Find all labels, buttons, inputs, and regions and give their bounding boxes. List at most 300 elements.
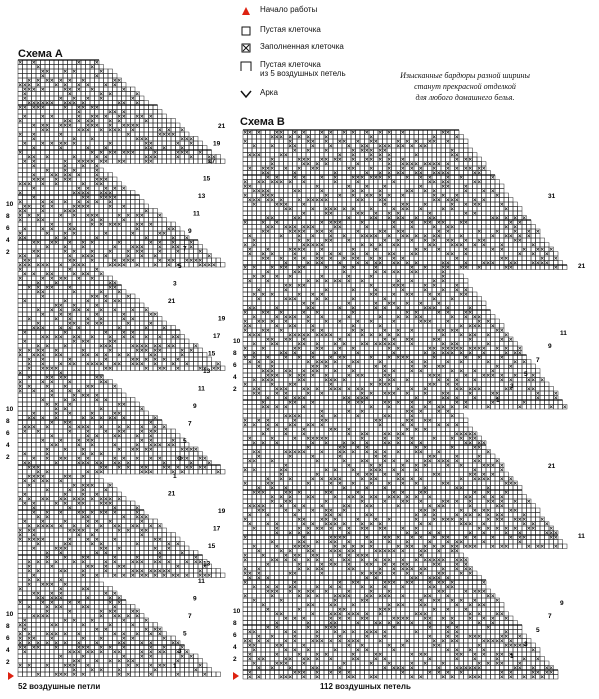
schema-a-cell [144, 411, 149, 416]
schema-a-cell [126, 87, 131, 92]
schema-a-cell [86, 110, 91, 115]
schema-a-cell [117, 312, 122, 317]
schema-a-cell [86, 164, 91, 169]
schema-a-cell [207, 465, 212, 470]
schema-a-filled-mark [186, 151, 189, 154]
schema-a-cell [32, 231, 37, 236]
schema-a-cell [131, 542, 136, 547]
schema-a-filled-mark [118, 498, 121, 501]
schema-a-cell [18, 110, 23, 115]
schema-a-cell [86, 407, 91, 412]
schema-a-filled-mark [73, 273, 76, 276]
schema-a-cell [176, 546, 181, 551]
schema-a-cell [86, 443, 91, 448]
schema-a-filled-mark [204, 264, 207, 267]
schema-a-cell [158, 353, 163, 358]
schema-a-cell [23, 150, 28, 155]
schema-a-cell [180, 564, 185, 569]
schema-a-cell [122, 236, 127, 241]
schema-a-cell [90, 285, 95, 290]
schema-a-filled-mark [69, 241, 72, 244]
schema-a-cell [81, 155, 86, 160]
schema-a-cell [162, 537, 167, 542]
schema-a-cell [18, 506, 23, 511]
schema-a-filled-mark [64, 88, 67, 91]
schema-a-cell [32, 551, 37, 556]
schema-a-filled-mark [100, 309, 103, 312]
schema-a-cell [99, 384, 104, 389]
schema-a-cell [117, 231, 122, 236]
schema-a-cell [72, 434, 77, 439]
schema-a-filled-mark [60, 606, 63, 609]
schema-a-cell [131, 420, 136, 425]
schema-a-filled-mark [69, 412, 72, 415]
schema-a-filled-mark [64, 102, 67, 105]
schema-a-filled-mark [69, 390, 72, 393]
schema-a-cell [77, 272, 82, 277]
schema-a-filled-mark [33, 592, 36, 595]
schema-a-cell [36, 456, 41, 461]
schema-a-filled-mark [64, 399, 67, 402]
schema-a-cell [162, 452, 167, 457]
schema-a-cell [144, 254, 149, 259]
schema-a-filled-mark [42, 210, 45, 213]
schema-a-cell [45, 119, 50, 124]
schema-a-cell [153, 227, 158, 232]
schema-a-filled-mark [64, 174, 67, 177]
schema-a-cell [45, 267, 50, 272]
schema-a-filled-mark [141, 574, 144, 577]
schema-a-cell [153, 524, 158, 529]
schema-a-cell [180, 141, 185, 146]
schema-a-filled-mark [132, 358, 135, 361]
schema-a-cell [108, 294, 113, 299]
schema-a-cell [77, 366, 82, 371]
schema-a-cell [95, 339, 100, 344]
schema-a-cell [68, 236, 73, 241]
schema-a-cell [126, 551, 131, 556]
schema-a-cell [162, 353, 167, 358]
schema-a-cell [90, 204, 95, 209]
schema-a-cell [144, 533, 149, 538]
schema-a-cell [117, 335, 122, 340]
schema-a-cell [77, 555, 82, 560]
schema-a-cell [72, 474, 77, 479]
schema-a-cell [108, 231, 113, 236]
schema-a-cell [18, 596, 23, 601]
schema-a-cell [59, 609, 64, 614]
schema-a-filled-mark [136, 223, 139, 226]
schema-a-cell [81, 438, 86, 443]
schema-a-filled-mark [150, 223, 153, 226]
schema-a-filled-mark [145, 120, 148, 123]
schema-a-cell [27, 105, 32, 110]
schema-a-filled-mark [141, 426, 144, 429]
schema-a-cell [50, 231, 55, 236]
schema-a-cell [23, 600, 28, 605]
schema-a-cell [23, 609, 28, 614]
schema-a-cell [104, 209, 109, 214]
schema-a-filled-mark [118, 120, 121, 123]
schema-a-filled-mark [55, 318, 58, 321]
schema-a-cell [126, 191, 131, 196]
schema-a-cell [135, 546, 140, 551]
schema-a-cell [50, 501, 55, 506]
schema-a-cell [54, 569, 59, 574]
schema-a-cell [108, 132, 113, 137]
schema-a-cell [122, 348, 127, 353]
schema-a-cell [126, 195, 131, 200]
schema-a-filled-mark [96, 214, 99, 217]
schema-a-cell [176, 339, 181, 344]
schema-a-cell [27, 222, 32, 227]
schema-a-cell [171, 456, 176, 461]
schema-a-cell [104, 515, 109, 520]
schema-a-cell [185, 452, 190, 457]
schema-a-filled-mark [177, 565, 180, 568]
schema-a-cell [131, 407, 136, 412]
schema-a-cell [99, 506, 104, 511]
schema-a-cell [126, 524, 131, 529]
schema-a-cell [77, 249, 82, 254]
schema-a-cell [99, 227, 104, 232]
schema-a-cell [81, 173, 86, 178]
schema-a-filled-mark [78, 88, 81, 91]
schema-a-cell [59, 204, 64, 209]
schema-a-cell [171, 429, 176, 434]
schema-a-cell [41, 317, 46, 322]
schema-a-cell [122, 452, 127, 457]
schema-a-cell [50, 429, 55, 434]
schema-a-cell [59, 74, 64, 79]
schema-a-filled-mark [82, 448, 85, 451]
schema-a-cell [50, 83, 55, 88]
schema-a-cell [122, 227, 127, 232]
schema-a-cell [23, 402, 28, 407]
schema-a-cell [77, 474, 82, 479]
schema-a-cell [167, 452, 172, 457]
schema-a-filled-mark [42, 124, 45, 127]
schema-a-cell [68, 330, 73, 335]
schema-a-cell [149, 150, 154, 155]
schema-a-cell [36, 204, 41, 209]
schema-a-cell [122, 398, 127, 403]
schema-a-filled-mark [19, 372, 22, 375]
schema-a-cell [59, 105, 64, 110]
schema-a-filled-mark [60, 592, 63, 595]
schema-a-cell [36, 564, 41, 569]
schema-a-filled-mark [141, 223, 144, 226]
schema-a-cell [176, 443, 181, 448]
schema-a-filled-mark [82, 241, 85, 244]
schema-a-filled-mark [87, 84, 90, 87]
schema-a-cell [59, 258, 64, 263]
schema-a-cell [45, 326, 50, 331]
schema-a-filled-mark [91, 565, 94, 568]
schema-a-filled-mark [96, 178, 99, 181]
schema-a-filled-mark [118, 601, 121, 604]
schema-a-cell [36, 501, 41, 506]
schema-a-cell [59, 321, 64, 326]
schema-a-cell [23, 308, 28, 313]
schema-a-cell [167, 555, 172, 560]
schema-a-cell [54, 245, 59, 250]
schema-a-cell [63, 510, 68, 515]
schema-a-filled-mark [82, 588, 85, 591]
schema-a-cell [108, 393, 113, 398]
schema-a-filled-mark [82, 484, 85, 487]
schema-a-filled-mark [177, 574, 180, 577]
schema-a-filled-mark [114, 610, 117, 613]
schema-a-cell [90, 96, 95, 101]
schema-a-filled-mark [28, 156, 31, 159]
schema-a-cell [144, 560, 149, 565]
schema-a-cell [41, 573, 46, 578]
schema-a-cell [50, 330, 55, 335]
schema-a-cell [63, 335, 68, 340]
schema-a-filled-mark [87, 363, 90, 366]
schema-a-cell [189, 470, 194, 475]
schema-a-cell [23, 407, 28, 412]
schema-a-filled-mark [154, 426, 157, 429]
schema-a-filled-mark [69, 223, 72, 226]
schema-a-cell [63, 132, 68, 137]
schema-a-cell [122, 393, 127, 398]
schema-a-cell [68, 276, 73, 281]
schema-a-cell [32, 78, 37, 83]
schema-a-cell [203, 357, 208, 362]
schema-a-filled-mark [177, 336, 180, 339]
schema-a-cell [23, 321, 28, 326]
schema-a-cell [117, 398, 122, 403]
schema-a-cell [41, 425, 46, 430]
schema-a-cell [77, 546, 82, 551]
schema-a-cell [86, 182, 91, 187]
schema-a-cell [149, 249, 154, 254]
schema-a-cell [162, 555, 167, 560]
schema-a-cell [41, 447, 46, 452]
schema-a-cell [18, 177, 23, 182]
schema-a-cell [36, 384, 41, 389]
schema-a-cell [90, 128, 95, 133]
schema-a-cell [176, 447, 181, 452]
schema-a-filled-mark [28, 79, 31, 82]
schema-a-cell [135, 209, 140, 214]
schema-a-cell [45, 150, 50, 155]
schema-a-cell [27, 456, 32, 461]
schema-a-filled-mark [33, 133, 36, 136]
schema-a-filled-mark [46, 552, 49, 555]
schema-a-cell [162, 222, 167, 227]
schema-a-cell [54, 150, 59, 155]
schema-a-cell [18, 591, 23, 596]
schema-a-cell [27, 452, 32, 457]
schema-a-cell [54, 141, 59, 146]
schema-a-cell [81, 69, 86, 74]
schema-a-cell [167, 159, 172, 164]
schema-a-cell [167, 150, 172, 155]
schema-a-cell [194, 470, 199, 475]
schema-a-filled-mark [159, 556, 162, 559]
schema-a-filled-mark [87, 318, 90, 321]
schema-a-cell [63, 366, 68, 371]
schema-a-cell [23, 470, 28, 475]
schema-a-cell [108, 114, 113, 119]
schema-a-cell [113, 146, 118, 151]
schema-a-cell [50, 128, 55, 133]
schema-a-cell [104, 506, 109, 511]
schema-a-filled-mark [42, 142, 45, 145]
schema-a-cell [41, 461, 46, 466]
schema-a-filled-mark [78, 457, 81, 460]
schema-a-cell [54, 470, 59, 475]
schema-a-cell [72, 128, 77, 133]
schema-a-cell [63, 596, 68, 601]
schema-a-filled-mark [73, 97, 76, 100]
schema-a-cell [68, 497, 73, 502]
schema-a-cell [149, 528, 154, 533]
schema-a-cell [23, 582, 28, 587]
schema-a-cell [198, 155, 203, 160]
schema-a-cell [117, 146, 122, 151]
schema-a-cell [45, 195, 50, 200]
schema-a-filled-mark [87, 192, 90, 195]
schema-a-cell [27, 339, 32, 344]
schema-a-cell [45, 204, 50, 209]
schema-a-filled-mark [91, 124, 94, 127]
schema-a-cell [153, 240, 158, 245]
schema-a-filled-mark [145, 138, 148, 141]
schema-a-filled-mark [37, 214, 40, 217]
schema-a-cell [117, 96, 122, 101]
schema-a-cell [27, 114, 32, 119]
schema-a-cell [23, 177, 28, 182]
schema-a-cell [86, 114, 91, 119]
schema-a-cell [18, 330, 23, 335]
schema-a-cell [50, 258, 55, 263]
schema-a-filled-mark [91, 543, 94, 546]
schema-a-filled-mark [37, 282, 40, 285]
schema-a-filled-mark [64, 570, 67, 573]
schema-a-cell [189, 573, 194, 578]
schema-a-filled-mark [168, 570, 171, 573]
schema-a-cell [113, 159, 118, 164]
schema-a-cell [144, 263, 149, 268]
schema-a-cell [54, 587, 59, 592]
schema-a-cell [18, 164, 23, 169]
schema-a-cell [18, 357, 23, 362]
schema-a-cell [81, 537, 86, 542]
schema-a-cell [176, 132, 181, 137]
schema-a-cell [113, 123, 118, 128]
schema-a-filled-mark [150, 439, 153, 442]
schema-a-cell [122, 600, 127, 605]
schema-a-cell [189, 452, 194, 457]
schema-a-cell [135, 299, 140, 304]
schema-a-cell [41, 492, 46, 497]
schema-a-filled-mark [190, 241, 193, 244]
schema-a-filled-mark [42, 295, 45, 298]
schema-a-filled-mark [33, 106, 36, 109]
schema-a-cell [113, 420, 118, 425]
schema-a-cell [72, 384, 77, 389]
schema-a-filled-mark [96, 462, 99, 465]
schema-a-cell [99, 209, 104, 214]
schema-a-filled-mark [73, 525, 76, 528]
schema-a-cell [81, 168, 86, 173]
schema-a-cell [122, 560, 127, 565]
schema-a-cell [54, 447, 59, 452]
schema-a-cell [72, 78, 77, 83]
schema-a-filled-mark [136, 264, 139, 267]
schema-a-cell [18, 582, 23, 587]
schema-a-cell [90, 470, 95, 475]
schema-a-cell [95, 510, 100, 515]
schema-a-cell [90, 578, 95, 583]
schema-a-filled-mark [91, 106, 94, 109]
schema-a-cell [32, 596, 37, 601]
schema-a-cell [59, 281, 64, 286]
schema-a-cell [198, 555, 203, 560]
schema-a-cell [153, 542, 158, 547]
schema-a-cell [45, 132, 50, 137]
schema-a-cell [117, 294, 122, 299]
schema-a-filled-mark [87, 588, 90, 591]
schema-a-cell [27, 231, 32, 236]
schema-a-filled-mark [82, 502, 85, 505]
schema-a-cell [149, 254, 154, 259]
schema-a-cell [117, 492, 122, 497]
schema-a-cell [108, 447, 113, 452]
schema-a-filled-mark [186, 448, 189, 451]
schema-a-cell [140, 155, 145, 160]
schema-a-filled-mark [42, 417, 45, 420]
schema-a-cell [18, 402, 23, 407]
schema-a-filled-mark [60, 363, 63, 366]
schema-a-filled-mark [64, 547, 67, 550]
schema-a-filled-mark [96, 399, 99, 402]
schema-a-filled-mark [33, 615, 36, 618]
schema-a-filled-mark [46, 556, 49, 559]
schema-a-filled-mark [145, 147, 148, 150]
schema-a-cell [131, 155, 136, 160]
schema-a-cell [18, 281, 23, 286]
schema-a-cell [63, 434, 68, 439]
schema-a-cell [90, 92, 95, 97]
schema-a-cell [95, 596, 100, 601]
schema-a-cell [72, 578, 77, 583]
schema-a-filled-mark [96, 295, 99, 298]
schema-a-cell [158, 528, 163, 533]
schema-a-cell [32, 168, 37, 173]
schema-a-cell [95, 357, 100, 362]
schema-a-filled-mark [64, 120, 67, 123]
schema-a-cell [212, 573, 217, 578]
schema-a-cell [77, 402, 82, 407]
schema-a-cell [50, 110, 55, 115]
schema-a-filled-mark [37, 291, 40, 294]
schema-a-cell [117, 519, 122, 524]
schema-a-filled-mark [28, 484, 31, 487]
schema-a-cell [59, 182, 64, 187]
schema-a-cell [72, 164, 77, 169]
schema-a-cell [104, 443, 109, 448]
schema-a-cell [117, 227, 122, 232]
schema-a-cell [131, 213, 136, 218]
schema-a-cell [54, 425, 59, 430]
schema-a-filled-mark [87, 439, 90, 442]
schema-a-filled-mark [100, 97, 103, 100]
